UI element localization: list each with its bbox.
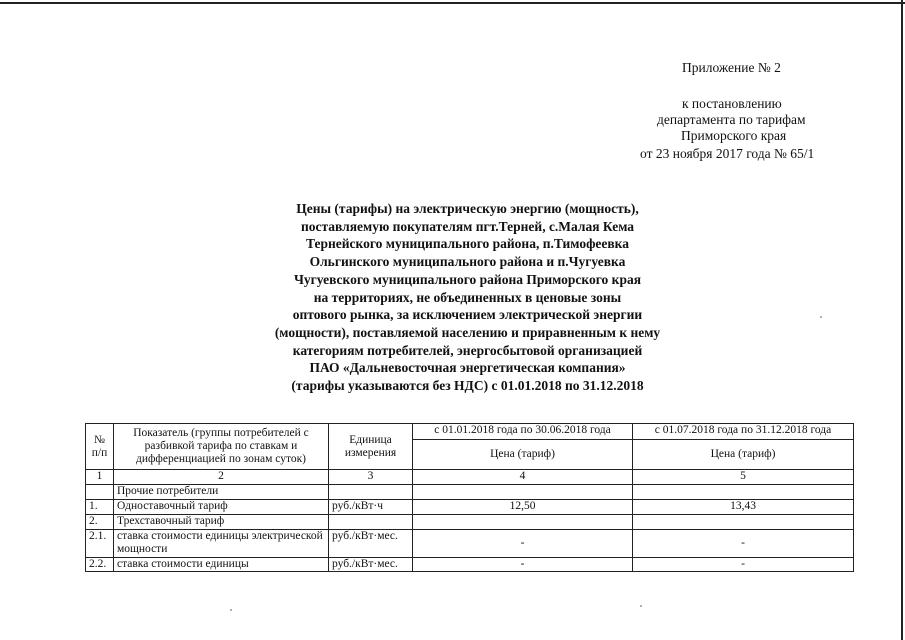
title-line: категориям потребителей, энергосбытовой организацией (292, 342, 643, 358)
header-price-2: Цена (тариф) (633, 440, 854, 470)
header-period-2: с 01.07.2018 года по 31.12.2018 года (633, 424, 854, 440)
scan-speck (230, 609, 232, 611)
row-unit (329, 515, 413, 530)
title-line: Ольгинского муниципального района и п.Чугуевка (309, 254, 626, 270)
tariff-table (85, 423, 854, 572)
title-line: Чугуевского муниципального района Приморского края (293, 271, 642, 287)
table-row (86, 485, 854, 500)
column-number: 4 (413, 470, 633, 485)
row-num (86, 485, 114, 500)
column-number: 5 (633, 470, 854, 485)
row-value-2 (633, 485, 854, 500)
row-indicator: Трехставочный тариф (114, 515, 329, 530)
row-value-1: 12,50 (413, 500, 633, 515)
row-num: 2.1. (86, 530, 114, 558)
row-indicator: ставка стоимости единицы электрической мощности (114, 530, 329, 558)
column-number: 1 (86, 470, 114, 485)
page-edge-right (901, 0, 903, 640)
row-indicator: ставка стоимости единицы (114, 558, 329, 572)
document-title (180, 200, 755, 395)
row-value-2: - (633, 530, 854, 558)
appendix-line-3: Приморского края (681, 128, 787, 143)
column-number: 3 (329, 470, 413, 485)
page-edge-top (0, 2, 905, 4)
header-period-1: с 01.01.2018 года по 30.06.2018 года (413, 424, 633, 440)
row-value-1: - (413, 558, 633, 572)
title-line: (тарифы указываются без НДС) с 01.01.2018 по 31.12.2018 (291, 378, 644, 394)
scan-speck (640, 605, 642, 607)
row-value-1 (413, 485, 633, 500)
row-indicator: Одноставочный тариф (114, 500, 329, 515)
row-value-1: - (413, 530, 633, 558)
table-header-row (86, 424, 854, 440)
header-unit: Единица измерения (329, 424, 413, 470)
row-num: 2.2. (86, 558, 114, 572)
appendix-line-1: к постановлению (682, 96, 782, 111)
row-unit: руб./кВт·ч (329, 500, 413, 515)
column-number-row (86, 470, 854, 485)
header-price-1: Цена (тариф) (413, 440, 633, 470)
header-indicator: Показатель (группы потребителей с разбивкой тарифа по ставкам и дифференциацией по зонам суток) (114, 424, 329, 470)
title-line: Тернейского муниципального района, п.Тимофеевка (305, 236, 630, 252)
table-row (86, 500, 854, 515)
row-value-2: - (633, 558, 854, 572)
table-row (86, 515, 854, 530)
row-unit: руб./кВт·мес. (329, 558, 413, 572)
header-num: № п/п (86, 424, 114, 470)
appendix-title: Приложение № 2 (682, 60, 781, 75)
title-line: поставляемую покупателям пгт.Терней, с.Малая Кема (300, 218, 635, 234)
appendix-line-4: от 23 ноября 2017 года № 65/1 (640, 146, 815, 161)
title-line: оптового рынка, за исключением электрической энергии (292, 307, 643, 323)
column-number: 2 (114, 470, 329, 485)
row-value-1 (413, 515, 633, 530)
title-line: на территориях, не объединенных в ценовые зоны (313, 289, 622, 305)
row-num: 1. (86, 500, 114, 515)
title-line: ПАО «Дальневосточная энергетическая компания» (309, 360, 626, 376)
appendix-line-2: департамента по тарифам (657, 112, 806, 127)
row-value-2: 13,43 (633, 500, 854, 515)
table-row (86, 530, 854, 558)
table-row (86, 558, 854, 572)
title-line: Цены (тарифы) на электрическую энергию (мощность), (296, 201, 639, 216)
scan-speck (820, 316, 822, 318)
row-unit: руб./кВт·мес. (329, 530, 413, 558)
row-indicator: Прочие потребители (114, 485, 329, 500)
row-value-2 (633, 515, 854, 530)
row-num: 2. (86, 515, 114, 530)
row-unit (329, 485, 413, 500)
title-line: (мощности), поставляемой населению и приравненным к нему (274, 324, 661, 340)
